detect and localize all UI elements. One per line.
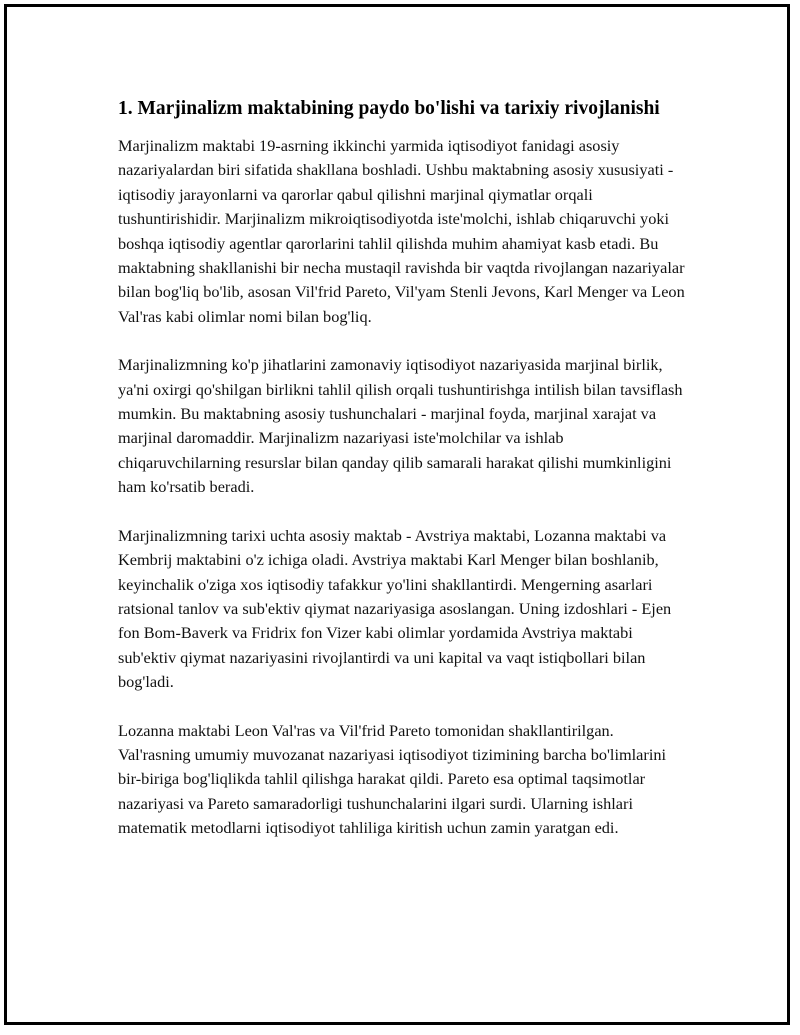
paragraph-3: Marjinalizmning tarixi uchta asosiy maktab - Avstriya maktabi, Lozanna maktabi va Kembrij maktabini o'z ichiga oladi. Avstriya maktabi Karl Menger bilan boshlanib, keyinchalik o'ziga xos iqtisodiy tafakkur yo'lini shakllantirdi. Mengerning asarlari ratsional tanlov va sub'ektiv qiymat nazariyasiga asoslangan. Uning izdoshlari - Ejen fon Bom-Baverk va Fridrix fon Vizer kabi olimlar yordamida Avstriya maktabi sub'ektiv qiymat nazariyasini rivojlantirdi va uni kapital va vaqt istiqbollari bilan bog'ladi.: [118, 525, 672, 692]
paragraph-4: Lozanna maktabi Leon Val'ras va Vil'frid Pareto tomonidan shakllantirilgan. Val'rasning umumiy muvozanat nazariyasi iqtisodiyot tizimining barcha bo'limlarini bir-biriga bog'liqlikda tahlil qilishga harakat qildi. Pareto esa optimal taqsimotlar nazariyasi va Pareto samaradorligi tushunchalarini ilgari surdi. Ularning ishlari matematik metodlarni iqtisodiyot tahliliga kiritish uchun zamin yaratgan edi.: [118, 720, 667, 838]
paragraph-1: Marjinalizm maktabi 19-asrning ikkinchi yarmida iqtisodiyot fanidagi asosiy nazariyalardan biri sifatida shakllana boshladi. Ushbu maktabning asosiy xususiyati - iqtisodiy jarayonlarni va qarorlar qabul qilishni marjinal qiymatlar orqali tushuntirishidir. Marjinalizm mikroiqtisodiyotda iste'molchi, ishlab chiqaruvchi yoki boshqa iqtisodiy agentlar qarorlarini tahlil qilishda muhim ahamiyat kasb etadi. Bu maktabning shakllanishi bir necha mustaqil ravishda bir vaqtda rivojlangan nazariyalar bilan bog'liq bo'lib, asosan Vil'frid Pareto, Vil'yam Stenli Jevons, Karl Menger va Leon Val'ras kabi olimlar nomi bilan bog'liq.: [118, 136, 685, 326]
document-body: [118, 96, 688, 865]
section-title: 1. Marjinalizm maktabining paydo bo'lishi va tarixiy rivojlanishi: [118, 98, 660, 119]
paragraph-2: Marjinalizmning ko'p jihatlarini zamonaviy iqtisodiyot nazariyasida marjinal birlik, ya'ni oxirgi qo'shilgan birlikni tahlil qilish orqali tushuntirishga intilish bilan tavsiflash mumkin. Bu maktabning asosiy tushunchalari - marjinal foyda, marjinal xarajat va marjinal daromaddir. Marjinalizm nazariyasi iste'molchilar va ishlab chiqaruvchilarning resurslar bilan qanday qilib samarali harakat qilishi mumkinligini ham ko'rsatib beradi.: [118, 355, 683, 497]
